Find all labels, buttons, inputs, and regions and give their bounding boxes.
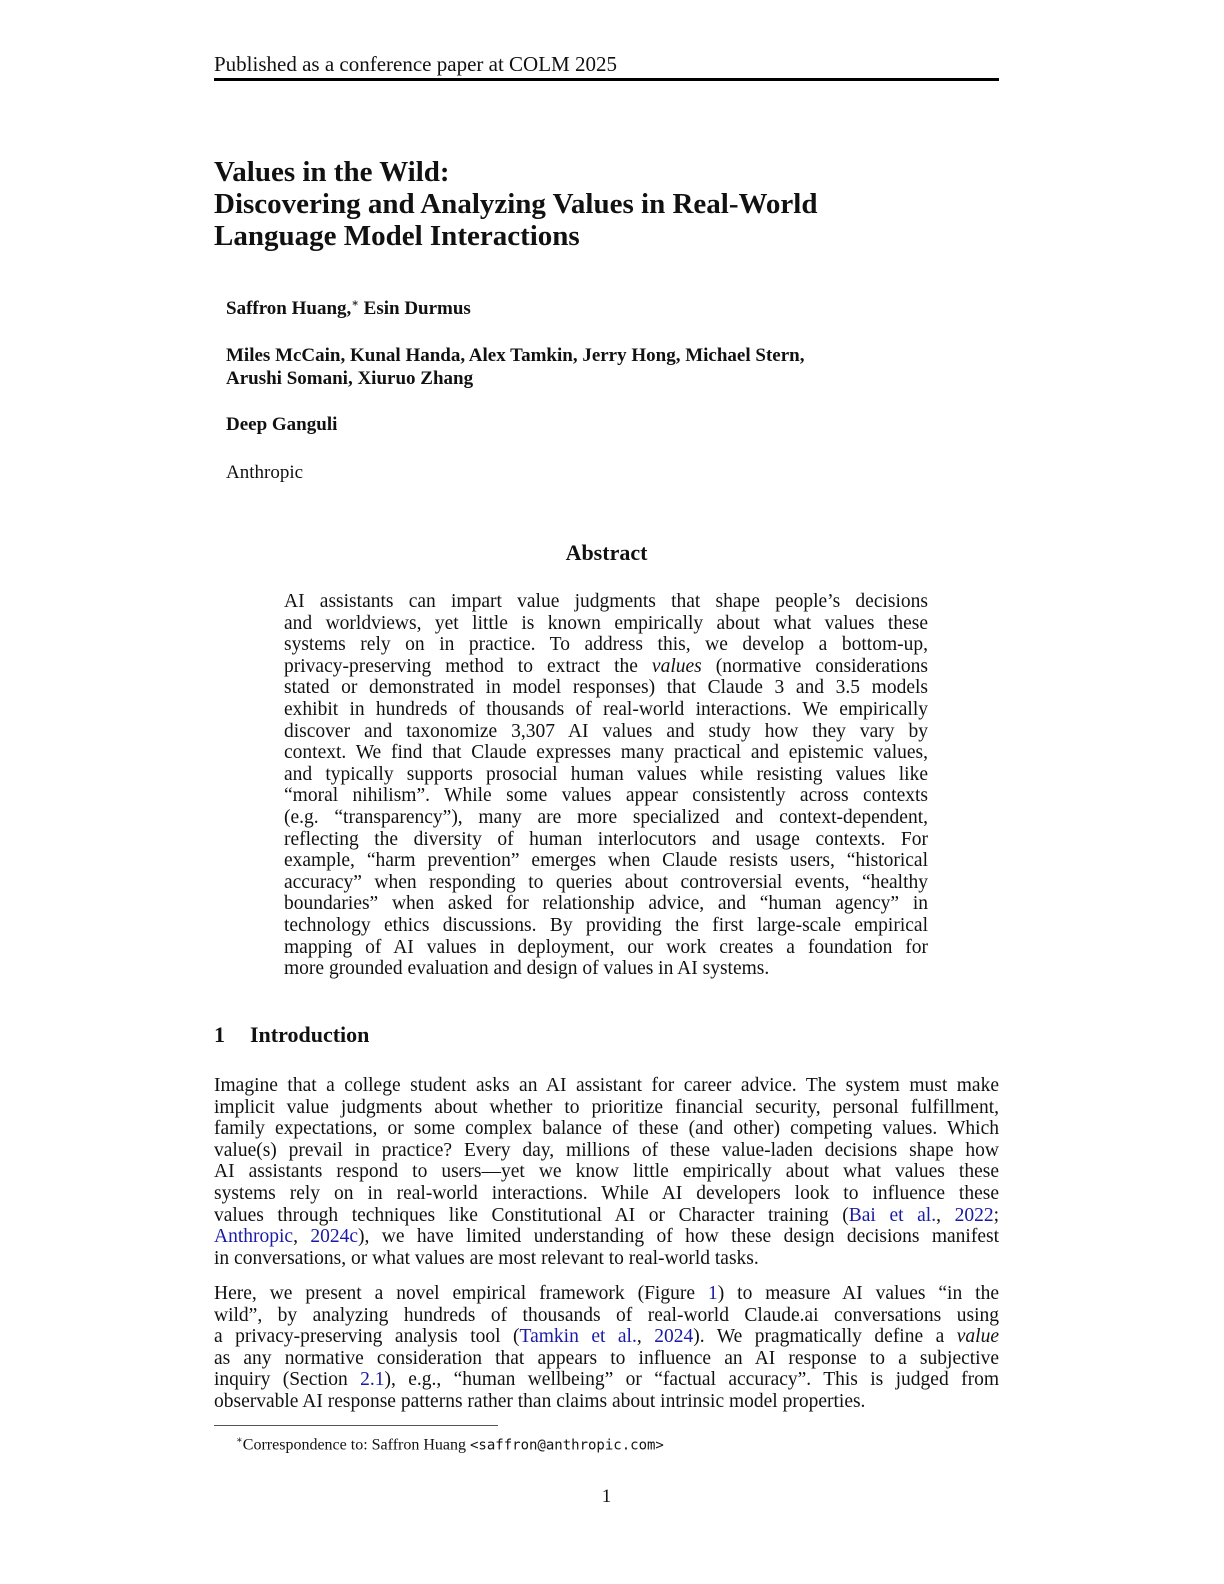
author-name: Saffron Huang,: [226, 298, 352, 319]
text-line: family expectations, or some complex balance of these (and other) competing values. Which: [214, 1118, 999, 1140]
figure-ref-link[interactable]: 1: [707, 1283, 718, 1304]
abstract-line: technology ethics discussions. By providing the first large-scale empirical: [284, 914, 928, 936]
footnote-marker[interactable]: ∗: [351, 297, 359, 310]
text-line: systems rely on in real-world interactions. While AI developers look to influence these: [214, 1182, 999, 1204]
text-run: ,: [936, 1204, 955, 1226]
abstract-line: exhibit in hundreds of thousands of real-world interactions. We empirically: [284, 698, 928, 720]
text-line: value(s) prevail in practice? Every day, millions of these value-laden decisions shape how: [214, 1139, 999, 1161]
abstract-line: and worldviews, yet little is known empirically about what values these: [284, 612, 928, 634]
text-run: ;: [993, 1204, 999, 1226]
running-header: Published as a conference paper at COLM 2025: [214, 52, 999, 81]
footnote-rule: [214, 1425, 498, 1426]
body-paragraph: [214, 1283, 999, 1413]
abstract-line: and typically supports prosocial human values while resisting values like: [284, 763, 928, 785]
abstract-line: accuracy” when responding to queries about controversial events, “healthy: [284, 871, 928, 893]
citation-link[interactable]: Anthropic: [214, 1226, 294, 1248]
section-number: 1: [214, 1022, 225, 1047]
footnote: [236, 1431, 664, 1455]
title-line: Language Model Interactions: [214, 220, 580, 252]
author-names: Arushi Somani, Xiuruo Zhang: [226, 368, 474, 389]
text-line: [214, 1369, 999, 1391]
text-run: ). We pragmatically define a: [693, 1326, 957, 1348]
text-line: Imagine that a college student asks an AI assistant for career advice. The system must make: [214, 1075, 999, 1096]
abstract-line: reflecting the diversity of human interlocutors and usage contexts. For: [284, 828, 928, 850]
text-run: privacy-preserving method to extract the: [284, 655, 652, 677]
citation-year-link[interactable]: 2024: [654, 1326, 694, 1348]
body-paragraph: [214, 1075, 999, 1269]
abstract-line: “moral nihilism”. While some values appear consistently across contexts: [284, 785, 928, 807]
title-line: Values in the Wild:: [214, 156, 450, 188]
author-group: [226, 344, 996, 390]
text-line: observable AI response patterns rather than claims about intrinsic model properties.: [214, 1390, 866, 1412]
abstract-line: stated or demonstrated in model responses) that Claude 3 and 3.5 models: [284, 677, 928, 699]
abstract-line: boundaries” when asked for relationship advice, and “human agency” in: [284, 893, 928, 915]
text-line: as any normative consideration that appears to influence an AI response to a subjective: [214, 1347, 999, 1369]
section-ref-link[interactable]: 2.1: [360, 1369, 385, 1391]
abstract-body: [284, 591, 928, 980]
abstract-line: context. We find that Claude expresses many practical and epistemic values,: [284, 742, 928, 764]
author-line-primary: [226, 297, 996, 320]
text-line: [214, 1326, 999, 1348]
abstract-heading: Abstract: [565, 540, 648, 565]
author-senior: Deep Ganguli: [226, 414, 338, 435]
emphasis: values: [651, 655, 702, 677]
citation-link[interactable]: Bai et al.: [848, 1204, 937, 1226]
text-line: wild”, by analyzing hundreds of thousands of real-world Claude.ai conversations using: [214, 1304, 999, 1326]
text-line: implicit value judgments about whether to prioritize financial security, personal fulfillment,: [214, 1096, 999, 1118]
text-run: ), e.g., “human wellbeing” or “factual accuracy”. This is judged from: [384, 1369, 999, 1391]
page-number: 1: [601, 1486, 612, 1507]
text-line: [214, 1283, 999, 1305]
citation-link[interactable]: Tamkin et al.: [519, 1326, 637, 1348]
footnote-text: Correspondence to: Saffron Huang: [242, 1436, 470, 1454]
email-address[interactable]: <saffron@anthropic.com>: [470, 1437, 664, 1454]
text-run: ,: [293, 1226, 311, 1248]
affiliation: Anthropic: [226, 462, 304, 483]
emphasis: value: [956, 1326, 1000, 1348]
text-line: [214, 1226, 999, 1248]
author-names: Miles McCain, Kunal Handa, Alex Tamkin, Jerry Hong, Michael Stern,: [226, 345, 805, 366]
text-run: ) to measure AI values “in the: [717, 1283, 999, 1304]
text-run: ,: [636, 1326, 655, 1348]
text-run: values through techniques like Constitutional AI or Character training (: [214, 1204, 849, 1226]
abstract-line: mapping of AI values in deployment, our work creates a foundation for: [284, 936, 928, 958]
abstract-line: systems rely on in practice. To address this, we develop a bottom-up,: [284, 634, 928, 656]
abstract-line: more grounded evaluation and design of values in AI systems.: [284, 958, 770, 980]
text-run: Here, we present a novel empirical framework (Figure: [214, 1283, 708, 1304]
text-run: a privacy-preserving analysis tool (: [214, 1326, 520, 1348]
abstract-line: [284, 656, 928, 678]
text-run: ), we have limited understanding of how these design decisions manifest: [358, 1226, 999, 1248]
title-line: Discovering and Analyzing Values in Real-World: [214, 188, 818, 220]
author-name: Esin Durmus: [363, 298, 471, 319]
section-title: Introduction: [250, 1022, 370, 1047]
abstract-line: discover and taxonomize 3,307 AI values and study how they vary by: [284, 720, 928, 742]
text-line: AI assistants respond to users—yet we know little empirically about what values these: [214, 1161, 999, 1183]
abstract-line: example, “harm prevention” emerges when Claude resists users, “historical: [284, 850, 928, 872]
text-run: (normative considerations: [701, 655, 928, 677]
abstract-line: (e.g. “transparency”), many are more specialized and context-dependent,: [284, 806, 928, 828]
footnote-marker: ∗: [236, 1435, 243, 1446]
citation-year-link[interactable]: 2022: [954, 1204, 994, 1226]
text-run: inquiry (Section: [214, 1369, 361, 1391]
abstract-line: AI assistants can impart value judgments that shape people’s decisions: [284, 591, 928, 612]
paper-title: [214, 156, 999, 252]
section-heading: [214, 1022, 369, 1048]
text-line: in conversations, or what values are most relevant to real-world tasks.: [214, 1247, 759, 1269]
text-line: [214, 1205, 999, 1227]
citation-year-link[interactable]: 2024c: [310, 1226, 358, 1248]
